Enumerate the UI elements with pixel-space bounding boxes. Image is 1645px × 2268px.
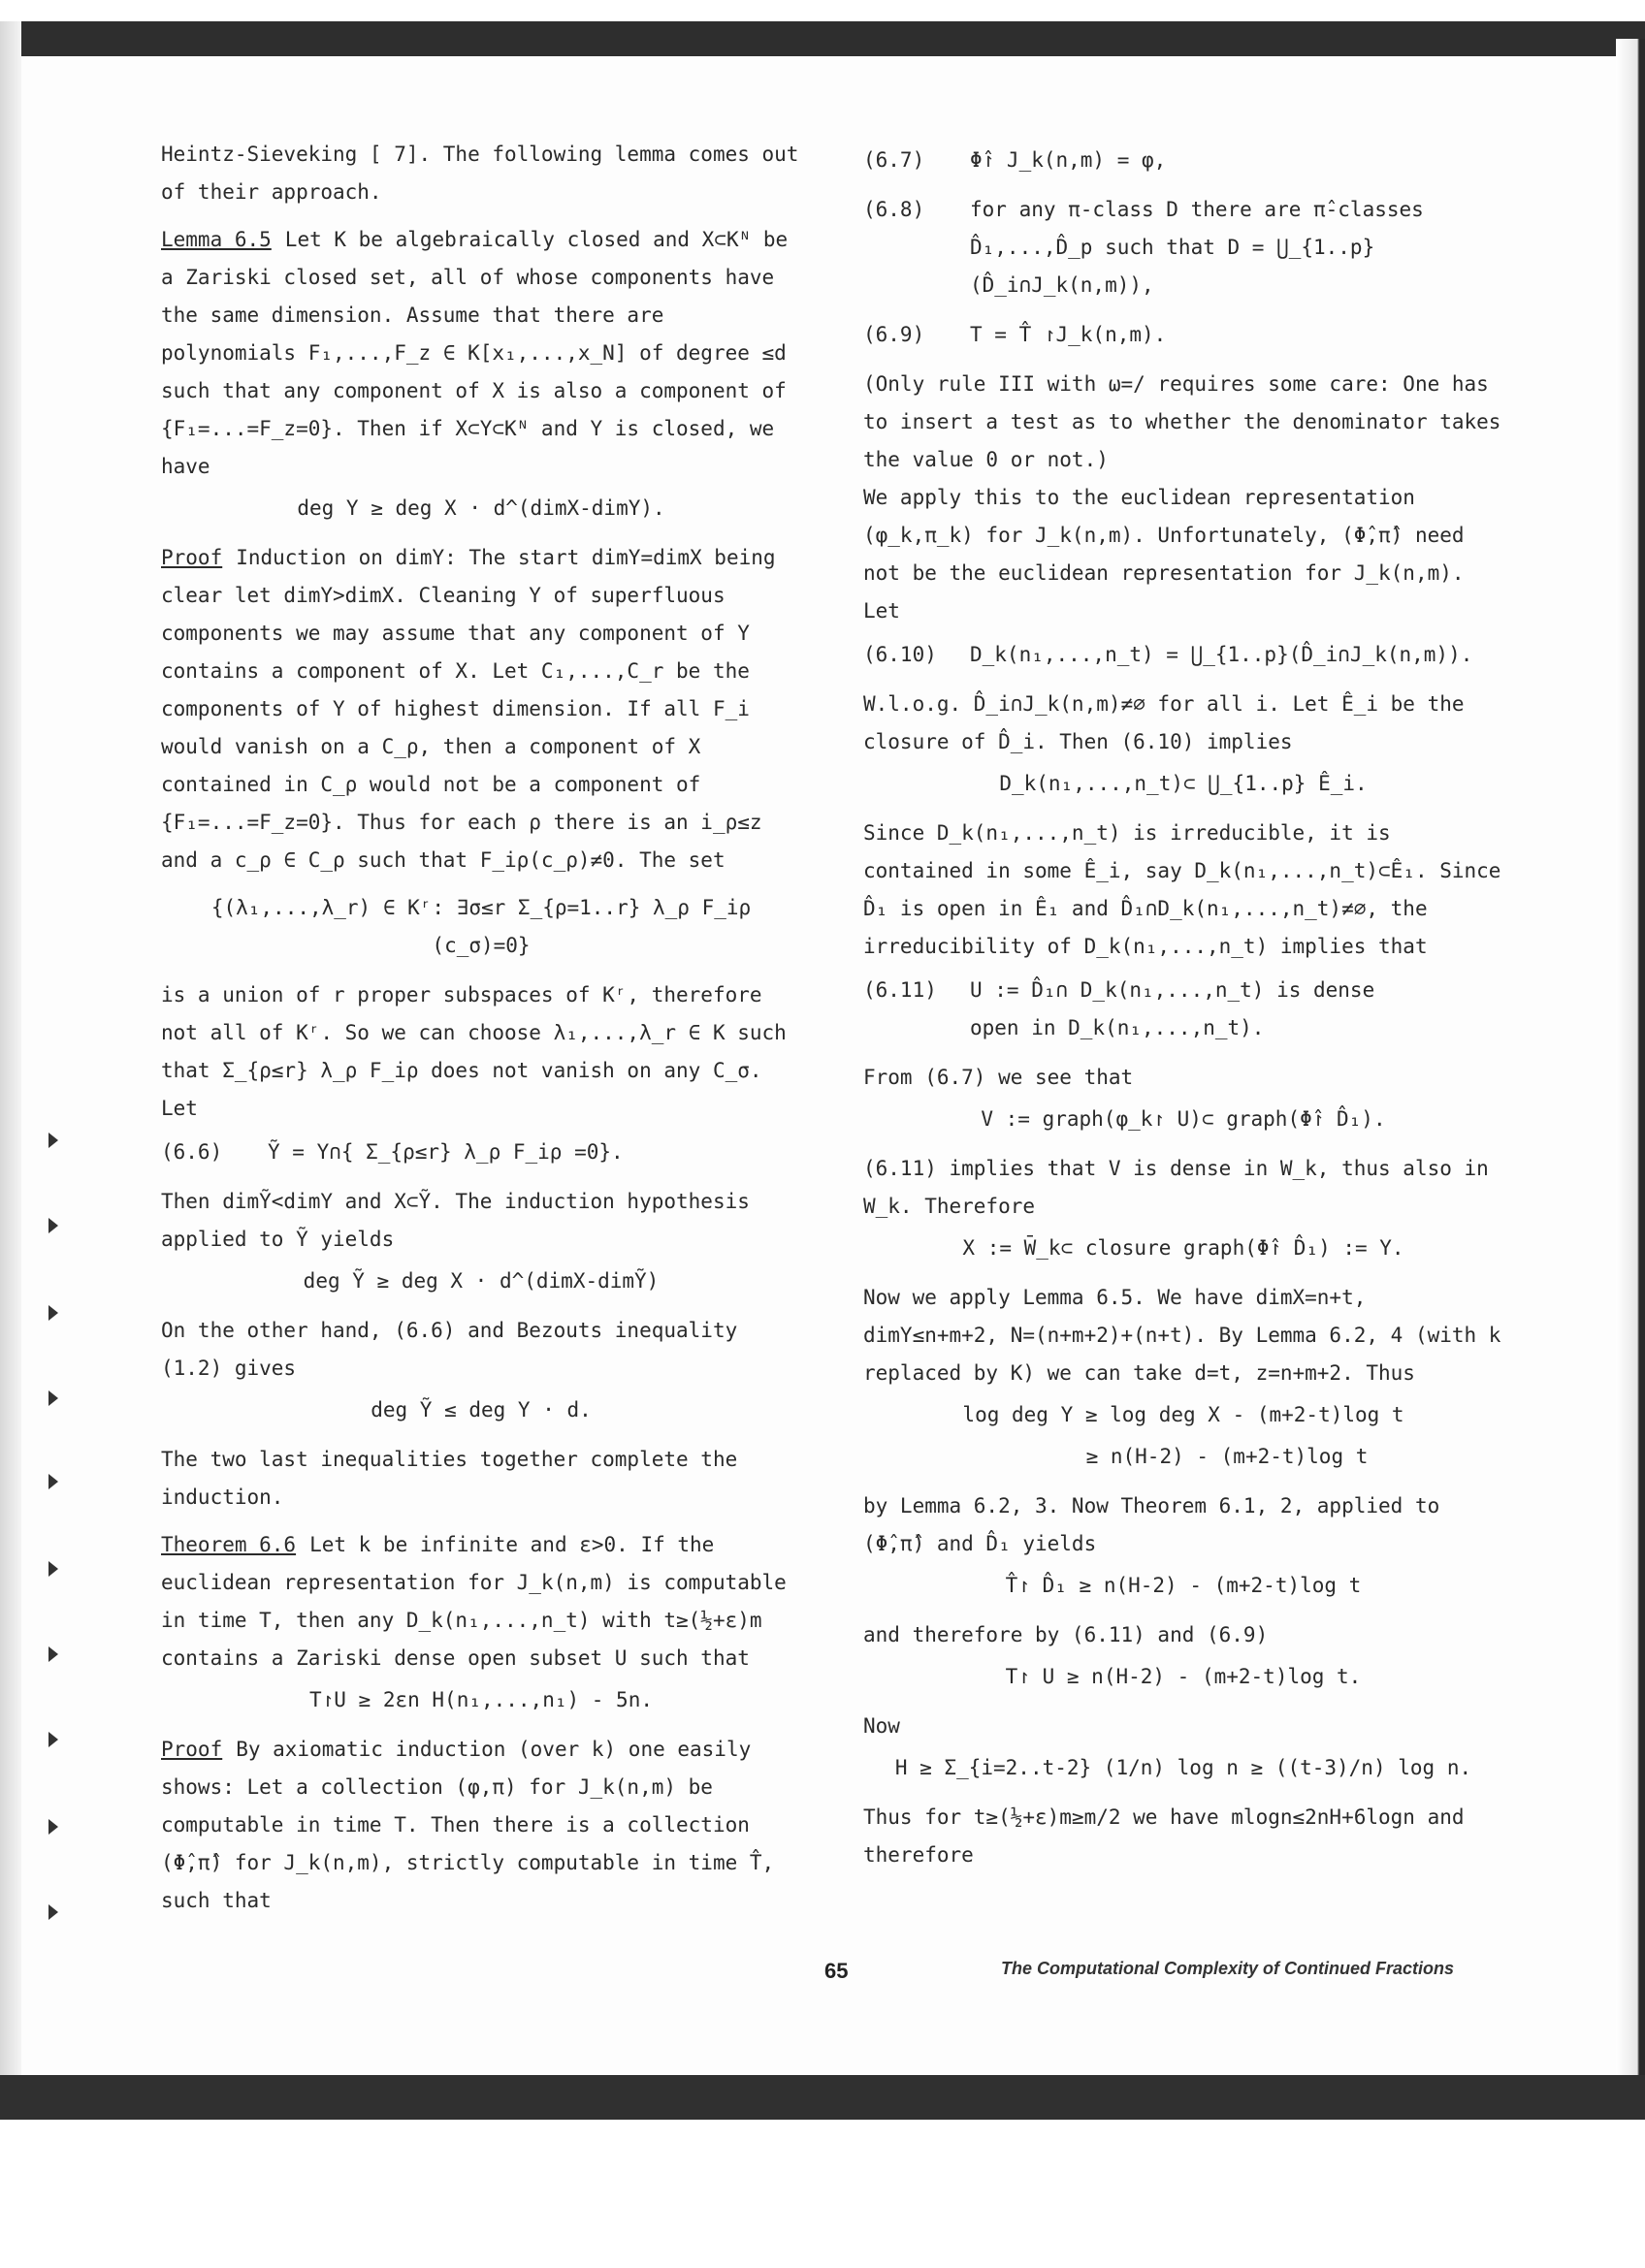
right-column xyxy=(863,136,1503,1884)
proof-paragraph xyxy=(161,1731,801,1920)
scan-border-top xyxy=(0,21,1645,58)
equation-number: (6.11) xyxy=(863,978,937,1002)
theorem-6-6 xyxy=(161,1526,801,1677)
equation-number: (6.10) xyxy=(863,643,937,666)
equation: deg Ỹ ≥ deg X · d^(dimX-dimỸ) xyxy=(303,1269,660,1293)
equation-number: (6.9) xyxy=(863,323,925,346)
equation: {(λ₁,...,λ_r) ∈ Kʳ: ∃σ≤r Σ_{ρ=1..r} λ_ρ F_iρ (c_σ)=0} xyxy=(210,896,752,957)
equation-body: Φ̂↾ J_k(n,m) = φ, xyxy=(970,148,1167,172)
page-number: 65 xyxy=(824,1959,849,1983)
scan-border-bottom xyxy=(0,2075,1645,2120)
proof-heading: Proof xyxy=(161,546,223,569)
paragraph: Now xyxy=(863,1714,900,1738)
equation-number: (6.6) xyxy=(161,1140,223,1164)
equation-6-11 xyxy=(863,972,1503,1047)
paragraph: Then dimỸ<dimY and X⊂Ỹ. The induction hypothesis applied to Ỹ yields xyxy=(161,1190,750,1251)
equation: V := graph(φ_k↾ U)⊂ graph(Φ̂↾ D̂₁). xyxy=(981,1107,1386,1131)
equation-6-7 xyxy=(863,142,1503,179)
proof-text: Induction on dimY: The start dimY=dimX being clear let dimY>dimX. Cleaning Y of superfluous components we may assume that any component of Y contains a component of X. Let C₁,...,C_r be the components of Y of highest dimension. If all F_i would vanish on a C_ρ, then a component of X contained in C_ρ would not be a component of {F₁=...=F_z=0}. Thus for each ρ there is an i_ρ≤z and a c_ρ ∈ C_ρ such that F_iρ(c_ρ)≠0. The set xyxy=(161,546,776,872)
equation: H ≥ Σ_{i=2..t-2} (1/n) log n ≥ ((t-3)/n) log n. xyxy=(894,1756,1472,1779)
paragraph: From (6.7) we see that xyxy=(863,1066,1134,1089)
proof-text: By axiomatic induction (over k) one easily shows: Let a collection (φ,π) for J_k(n,m) be computable in time T. Then there is a collection (Φ̂,π̂) for J_k(n,m), strictly computable in time T̂, such that xyxy=(161,1738,775,1912)
paragraph: Now we apply Lemma 6.5. We have dimX=n+t, dimY≤n+m+2, N=(n+m+2)+(n+t). By Lemma 6.2, 4 (with k replaced by K) we can take d=t, z=n+m+2. Thus xyxy=(863,1286,1501,1385)
equation-number: (6.7) xyxy=(863,148,925,172)
equation-body: Ỹ = Y∩{ Σ_{ρ≤r} λ_ρ F_iρ =0}. xyxy=(268,1140,624,1164)
lemma-heading: Lemma 6.5 xyxy=(161,228,272,251)
equation: X := W̄_k⊂ closure graph(Φ̂↾ D̂₁) := Y. xyxy=(962,1236,1404,1260)
paragraph: (Only rule III with ω=/ requires some care: One has to insert a test as to whether the denominator takes the value 0 or not.) xyxy=(863,372,1501,471)
equation-line: open in D_k(n₁,...,n_t). xyxy=(970,1016,1265,1039)
proof-heading: Proof xyxy=(161,1738,223,1761)
equation-6-9 xyxy=(863,316,1503,354)
equation: D_k(n₁,...,n_t)⊂ ⋃_{1..p} Ê_i. xyxy=(999,772,1368,795)
running-title: The Computational Complexity of Continued Fractions xyxy=(1001,1959,1455,1978)
paragraph: Heintz-Sieveking [ 7]. The following lemma comes out of their approach. xyxy=(161,143,799,204)
equation-line: U := D̂₁∩ D_k(n₁,...,n_t) is dense xyxy=(970,978,1375,1002)
paragraph: and therefore by (6.11) and (6.9) xyxy=(863,1623,1269,1646)
paragraph: Since D_k(n₁,...,n_t) is irreducible, it is contained in some Ê_i, say D_k(n₁,...,n_t)⊂Ê₁. Since D̂₁ is open in Ê₁ and D̂₁∩D_k(n₁,...,n_t)≠∅, the irreducibility of D_k(n₁,...,n_t) implies that xyxy=(863,821,1501,958)
equation-body: for any π-class D there are π̂-classes D̂₁,...,D̂_p such that D = ⋃_{1..p}(D̂_i∩J_k(n,m)), xyxy=(970,198,1424,297)
equation-6-10 xyxy=(863,636,1503,674)
paragraph: On the other hand, (6.6) and Bezouts inequality (1.2) gives xyxy=(161,1319,738,1380)
equation: T̂↾ D̂₁ ≥ n(H-2) - (m+2-t)log t xyxy=(1005,1574,1362,1597)
equation: log deg Y ≥ log deg X - (m+2-t)log t xyxy=(962,1403,1404,1426)
equation-number: (6.8) xyxy=(863,198,925,221)
theorem-heading: Theorem 6.6 xyxy=(161,1533,297,1556)
equation-6-8 xyxy=(863,191,1503,304)
scan-border-right xyxy=(1616,39,1645,2094)
paragraph: (6.11) implies that V is dense in W_k, thus also in W_k. Therefore xyxy=(863,1157,1489,1218)
equation-body: D_k(n₁,...,n_t) = ⋃_{1..p}(D̂_i∩J_k(n,m)). xyxy=(970,643,1473,666)
proof-paragraph xyxy=(161,539,801,879)
scan-border-left xyxy=(0,21,21,2116)
paragraph: by Lemma 6.2, 3. Now Theorem 6.1, 2, applied to (Φ̂,π̂) and D̂₁ yields xyxy=(863,1494,1440,1555)
lemma-statement: Let K be algebraically closed and X⊂Kᴺ be a Zariski closed set, all of whose components have the same dimension. Assume that there are polynomials F₁,...,F_z ∈ K[x₁,...,x_N] of degree ≤d such that any component of X is also a component of {F₁=...=F_z=0}. Then if X⊂Y⊂Kᴺ and Y is closed, we have xyxy=(161,228,789,478)
equation: deg Ỹ ≤ deg Y · d. xyxy=(371,1398,592,1421)
paragraph: Thus for t≥(½+ε)m≥m/2 we have mlogn≤2nH+6logn and therefore xyxy=(863,1805,1465,1867)
paragraph: The two last inequalities together complete the induction. xyxy=(161,1448,738,1509)
paragraph: is a union of r proper subspaces of Kʳ, therefore not all of Kʳ. So we can choose λ₁,...,λ_r ∈ K such that Σ_{ρ≤r} λ_ρ F_iρ does not vanish on any C_σ. Let xyxy=(161,983,787,1120)
lemma-6-5 xyxy=(161,221,801,486)
equation-body xyxy=(970,972,1503,1047)
paragraph: W.l.o.g. D̂_i∩J_k(n,m)≠∅ for all i. Let Ê_i be the closure of D̂_i. Then (6.10) implies xyxy=(863,692,1465,753)
equation-6-6 xyxy=(161,1134,801,1171)
left-column xyxy=(161,136,801,1930)
paragraph: We apply this to the euclidean representation (φ_k,π_k) for J_k(n,m). Unfortunately, (Φ̂,π̂) need not be the euclidean representation for J_k(n,m). Let xyxy=(863,486,1465,623)
theorem-statement: Let k be infinite and ε>0. If the euclidean representation for J_k(n,m) is computable in time T, then any D_k(n₁,...,n_t) with t≥(½+ε)m contains a Zariski dense open subset U such that xyxy=(161,1533,787,1670)
equation: T↾U ≥ 2εn H(n₁,...,n₁) - 5n. xyxy=(308,1688,653,1711)
equation-body: T = T̂ ↾J_k(n,m). xyxy=(970,323,1167,346)
equation: ≥ n(H-2) - (m+2-t)log t xyxy=(1085,1445,1369,1468)
equation: deg Y ≥ deg X · d^(dimX-dimY). xyxy=(297,496,665,520)
equation: T↾ U ≥ n(H-2) - (m+2-t)log t. xyxy=(1005,1665,1362,1688)
